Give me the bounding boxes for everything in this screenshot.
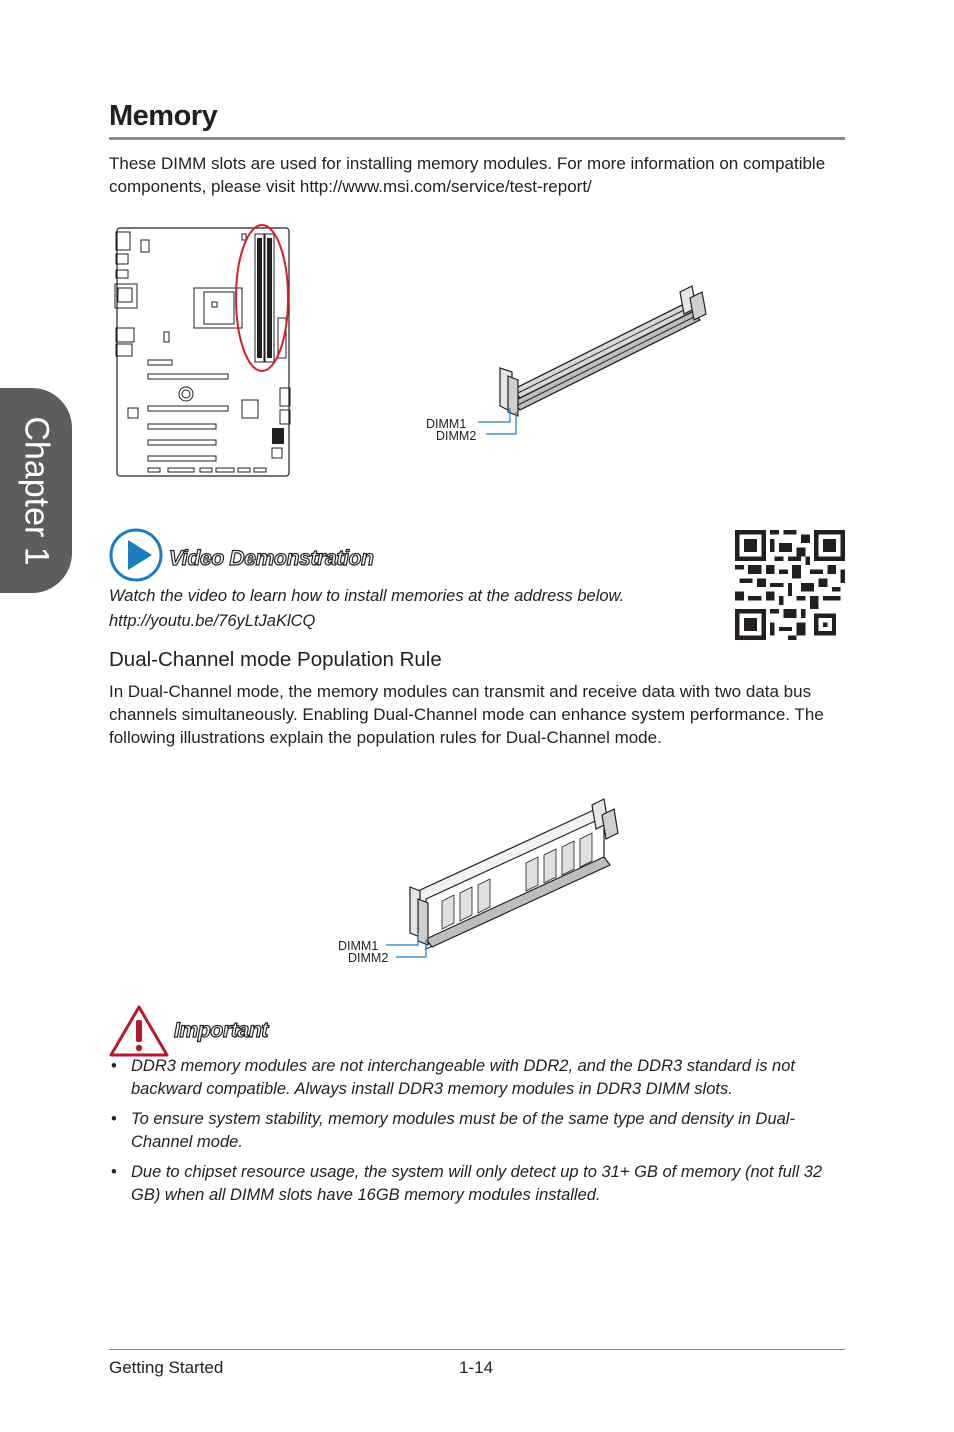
footer-section: Getting Started — [109, 1358, 224, 1377]
chapter-tab — [0, 388, 72, 593]
dual-channel-paragraph: In Dual-Channel mode, the memory modules can transmit and receive data with two data bus channels simultaneously. Enabling Dual-Channel mode can enhance system performance. The following illustrations explain the population rules for Dual-Channel mode. — [109, 682, 824, 747]
important-item: • DDR3 memory modules are not interchangeable with DDR2, and the DDR3 standard is not backward compatible. Always install DDR3 memory modules in DDR3 DIMM slots. — [111, 1057, 795, 1098]
dimm2-label: DIMM2 — [436, 429, 477, 443]
page-title: Memory — [109, 100, 218, 132]
video-url-link[interactable]: http://youtu.be/76yLtJaKlCQ — [109, 612, 316, 630]
dimm1-label: DIMM1 — [426, 417, 467, 431]
important-item: • Due to chipset resource usage, the system will only detect up to 31+ GB of memory (not full 32 GB) when all DIMM slots have 16GB memory modules installed. — [111, 1163, 823, 1204]
dimm2-label-2: DIMM2 — [348, 951, 389, 965]
play-circle-icon[interactable] — [108, 527, 164, 583]
footer-divider — [109, 1349, 845, 1350]
dimm-slot-diagram — [420, 270, 720, 450]
qr-code-icon — [735, 530, 845, 640]
important-item: • To ensure system stability, memory modules must be of the same type and density in Dual-Channel mode. — [111, 1110, 795, 1151]
intro-paragraph: These DIMM slots are used for installing memory modules. For more information on compatible components, please visit http://www.msi.com/service/test-report/ — [109, 154, 826, 196]
video-text: Watch the video to learn how to install memories at the address below. — [109, 587, 625, 605]
important-list — [109, 1055, 849, 1214]
video-description — [109, 584, 624, 634]
chapter-tab-label: Chapter 1 — [17, 415, 56, 566]
footer-page-number: 1-14 — [459, 1358, 494, 1377]
dual-channel-module-diagram — [330, 795, 630, 970]
dimm1-label-2: DIMM1 — [338, 939, 379, 953]
video-title: Video Demonstration — [169, 547, 374, 570]
warning-triangle-icon — [108, 1004, 170, 1058]
motherboard-diagram — [108, 222, 298, 482]
dual-channel-heading: Dual-Channel mode Population Rule — [109, 648, 442, 671]
important-title: Important — [174, 1019, 269, 1042]
title-divider — [109, 137, 845, 140]
